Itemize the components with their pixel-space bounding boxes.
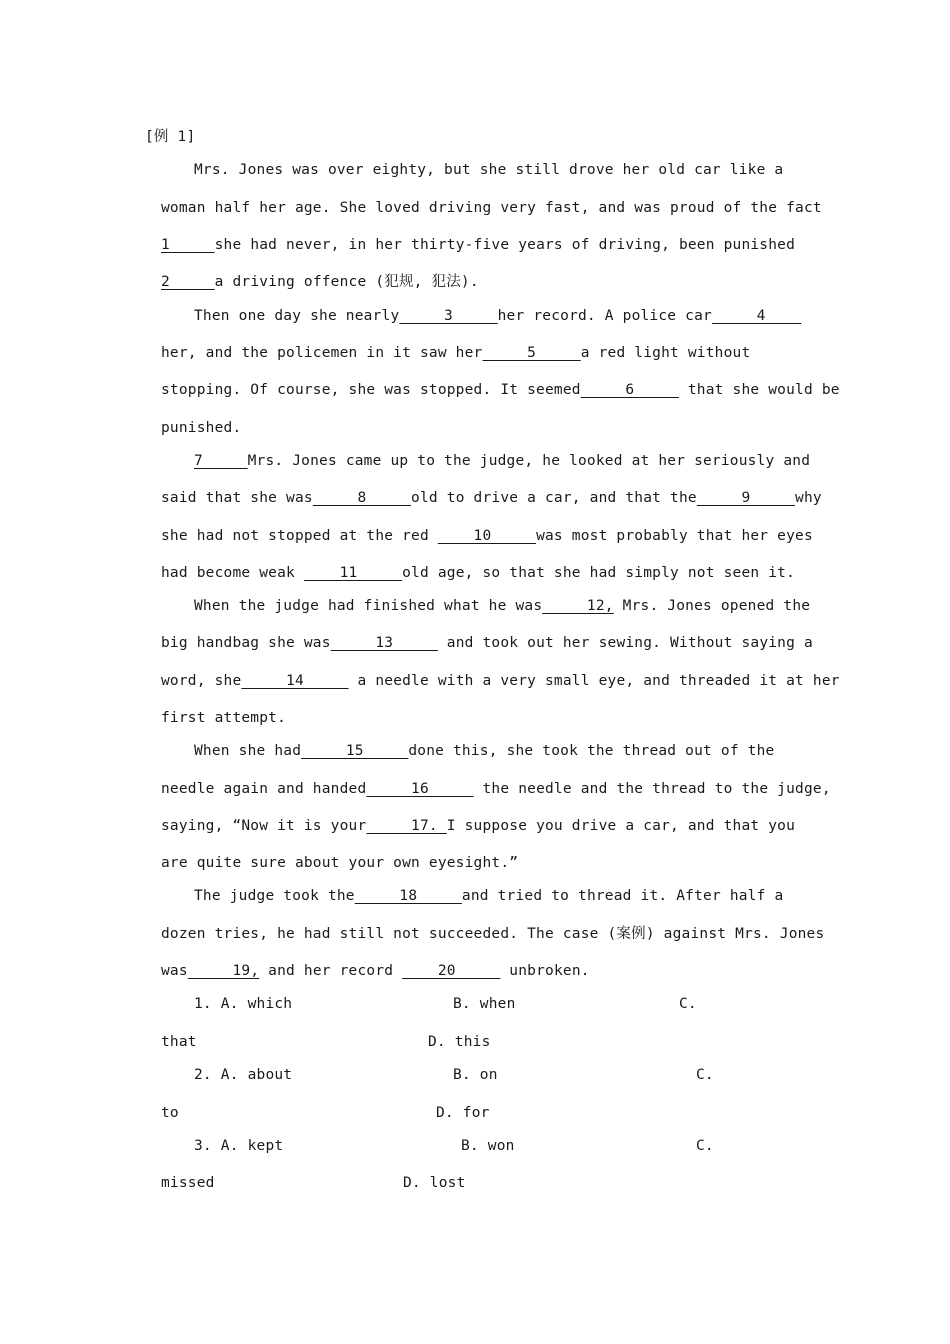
passage-line: 1 she had never, in her thirty-five years of driving, been punished	[161, 237, 796, 253]
blank-11: 11	[303, 565, 403, 581]
passage-line: big handbag she was 13 and took out her sewing. Without saying a	[161, 635, 813, 651]
passage-line: needle again and handed 16 the needle and the thread to the judge,	[161, 781, 831, 797]
passage-line: dozen tries, he had still not succeeded. The case (案例) against Mrs. Jones	[161, 926, 825, 942]
question-3-option-c-label: C.	[696, 1138, 714, 1154]
passage-line: she had not stopped at the red 10 was most probably that her eyes	[161, 528, 813, 544]
passage-line: saying, “Now it is your 17. I suppose you drive a car, and that you	[161, 818, 796, 834]
question-3-option-a: 3. A. kept	[194, 1138, 284, 1154]
blank-14: 14	[241, 673, 349, 689]
passage-line: 2 a driving offence (犯规, 犯法).	[161, 274, 479, 290]
blank-16: 16	[366, 781, 474, 797]
question-1-option-d: D. this	[428, 1034, 491, 1050]
passage-line: The judge took the 18 and tried to thread it. After half a	[194, 888, 784, 904]
question-2-option-c-text: to	[161, 1105, 179, 1121]
passage-line: first attempt.	[161, 710, 287, 726]
blank-3: 3	[399, 308, 498, 324]
question-2-option-d: D. for	[436, 1105, 490, 1121]
blank-2: 2	[161, 274, 215, 290]
passage-line: stopping. Of course, she was stopped. It seemed 6 that she would be	[161, 382, 840, 398]
blank-17: 17.	[366, 818, 447, 834]
passage-line: woman half her age. She loved driving very fast, and was proud of the fact	[161, 200, 822, 216]
passage-line: When the judge had finished what he was 12, Mrs. Jones opened the	[194, 598, 811, 614]
blank-8: 8	[312, 490, 412, 506]
blank-1: 1	[161, 237, 215, 253]
passage-line: said that she was 8 old to drive a car, and that the 9 why	[161, 490, 822, 506]
passage-line: Mrs. Jones was over eighty, but she still drove her old car like a	[194, 162, 784, 178]
blank-7: 7	[194, 453, 248, 469]
passage-line: Then one day she nearly 3 her record. A police car 4	[194, 308, 802, 324]
blank-20: 20	[402, 963, 501, 979]
blank-18: 18	[354, 888, 462, 904]
blank-12: 12,	[542, 598, 614, 614]
question-1-option-c-label: C.	[679, 996, 697, 1012]
example-header: [例 1]	[145, 129, 196, 145]
blank-5: 5	[482, 345, 581, 361]
blank-4: 4	[711, 308, 802, 324]
blank-19: 19,	[187, 963, 260, 979]
question-3-option-b: B. won	[461, 1138, 515, 1154]
question-1-option-b: B. when	[453, 996, 516, 1012]
passage-line: are quite sure about your own eyesight.”	[161, 855, 519, 871]
question-2-option-c-label: C.	[696, 1067, 714, 1083]
question-1-option-a: 1. A. which	[194, 996, 293, 1012]
question-3-option-d: D. lost	[403, 1175, 466, 1191]
passage-line: was 19, and her record 20 unbroken.	[161, 963, 590, 979]
passage-line: had become weak 11 old age, so that she had simply not seen it.	[161, 565, 796, 581]
blank-13: 13	[330, 635, 438, 651]
passage-line: When she had 15 done this, she took the thread out of the	[194, 743, 775, 759]
passage-line: punished.	[161, 420, 242, 436]
question-2-option-b: B. on	[453, 1067, 498, 1083]
blank-6: 6	[580, 382, 679, 398]
passage-line: her, and the policemen in it saw her 5 a red light without	[161, 345, 751, 361]
question-1-option-c-text: that	[161, 1034, 197, 1050]
question-2-option-a: 2. A. about	[194, 1067, 293, 1083]
blank-15: 15	[301, 743, 409, 759]
passage-line: word, she 14 a needle with a very small eye, and threaded it at her	[161, 673, 840, 689]
blank-10: 10	[437, 528, 537, 544]
question-3-option-c-text: missed	[161, 1175, 215, 1191]
blank-9: 9	[696, 490, 796, 506]
passage-line: 7 Mrs. Jones came up to the judge, he looked at her seriously and	[194, 453, 811, 469]
